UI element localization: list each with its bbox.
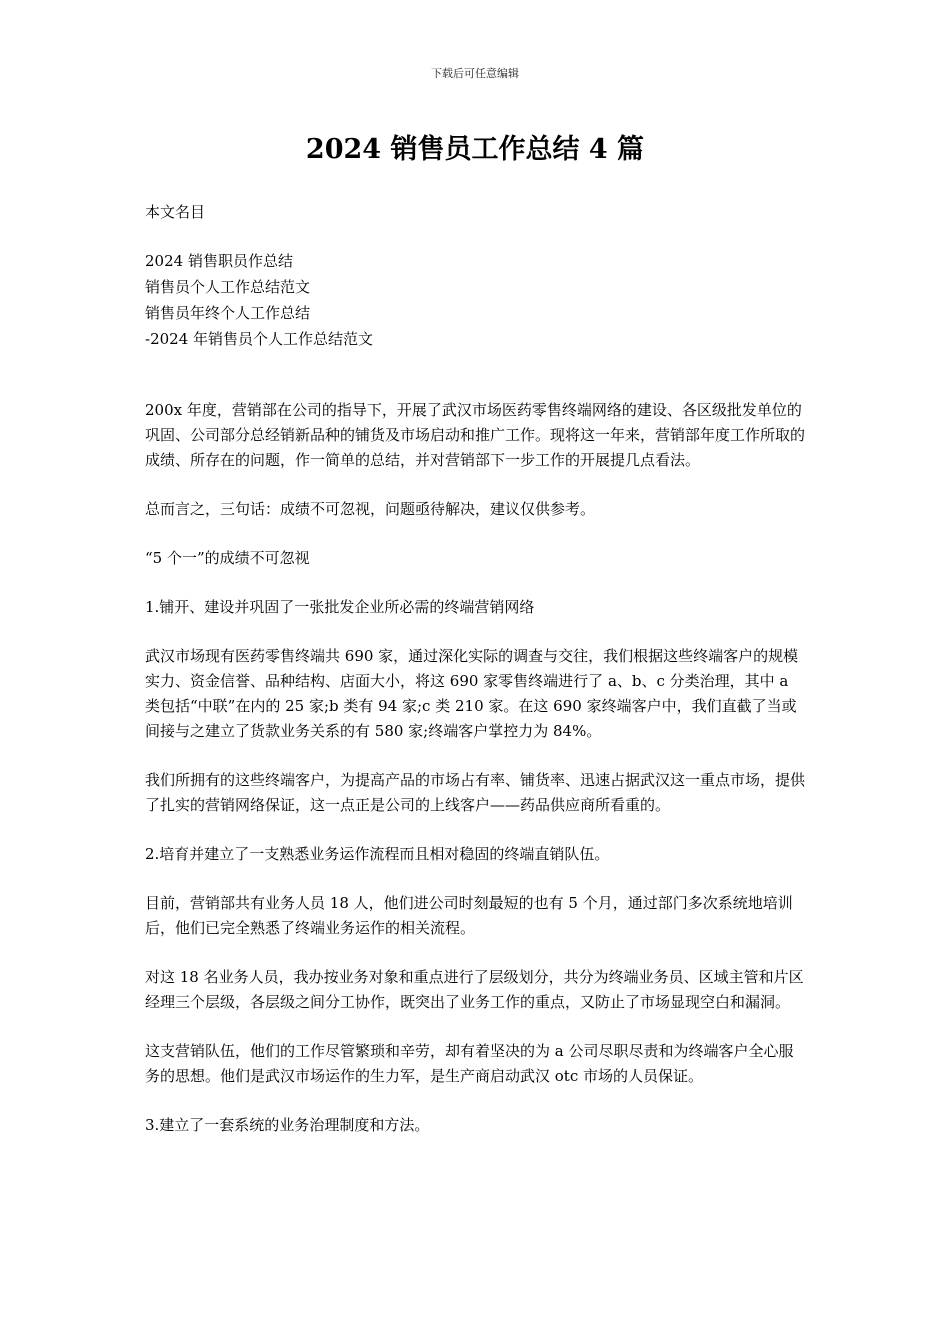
document-title: 2024 销售员工作总结 4 篇 bbox=[305, 134, 645, 165]
table-of-contents bbox=[145, 248, 807, 352]
paragraph: 目前，营销部共有业务人员 18 人，他们进公司时刻最短的也有 5 个月，通过部门多次系统地培训后，他们已完全熟悉了终端业务运作的相关流程。 bbox=[145, 894, 793, 937]
toc-item: -2024 年销售员个人工作总结范文 bbox=[145, 330, 374, 348]
toc-heading-text: 本文名目 bbox=[145, 203, 206, 221]
paragraph: 对这 18 名业务人员，我办按业务对象和重点进行了层级划分，共分为终端业务员、区域主管和片区经理三个层级，各层级之间分工协作，既突出了业务工作的重点，又防止了市场显现空白和漏洞。 bbox=[145, 968, 804, 1011]
toc-item: 销售员个人工作总结范文 bbox=[145, 278, 311, 296]
toc-heading bbox=[145, 200, 807, 225]
toc-item: 销售员年终个人工作总结 bbox=[145, 304, 311, 322]
section-heading: “5 个一”的成绩不可忽视 bbox=[145, 549, 310, 567]
paragraph-summary: 总而言之，三句话：成绩不可忽视，问题亟待解决，建议仅供参考。 bbox=[145, 500, 596, 518]
toc-item: 2024 销售职员作总结 bbox=[145, 252, 293, 270]
subsection-heading: 3.建立了一套系统的业务治理制度和方法。 bbox=[145, 1116, 430, 1134]
paragraph: 这支营销队伍，他们的工作尽管繁琐和辛劳，却有着坚决的为 a 公司尽职尽责和为终端客户全心服务的思想。他们是武汉市场运作的生力军，是生产商启动武汉 otc 市场的人员保证。 bbox=[145, 1042, 794, 1085]
subsection-heading: 2.培育并建立了一支熟悉业务运作流程而且相对稳固的终端直销队伍。 bbox=[145, 845, 610, 863]
paragraph-intro: 200x 年度，营销部在公司的指导下，开展了武汉市场医药零售终端网络的建设、各区级批发单位的巩固、公司部分总经销新品种的铺货及市场启动和推广工作。现将这一年来，营销部年度工作所取的成绩、所存在的问题，作一简单的总结，并对营销部下一步工作的开展提几点看法。 bbox=[145, 401, 806, 469]
paragraph: 武汉市场现有医药零售终端共 690 家，通过深化实际的调查与交往，我们根据这些终端客户的规模实力、资金信誉、品种结构、店面大小，将这 690 家零售终端进行了 a、b、c 分类治理，其中 a 类包括“中联”在内的 25 家;b 类有 94 家;c 类 210 家。在这 690 家终端客户中，我们直截了当或间接与之建立了货款业务关系的有 580 家;终端客户掌控力为 84%。 bbox=[145, 647, 799, 740]
subsection-heading: 1.铺开、建设并巩固了一张批发企业所必需的终端营销网络 bbox=[145, 598, 535, 616]
paragraph: 我们所拥有的这些终端客户，为提高产品的市场占有率、铺货率、迅速占据武汉这一重点市场，提供了扎实的营销网络保证，这一点正是公司的上线客户——药品供应商所看重的。 bbox=[145, 771, 806, 814]
page-header-note: 下载后可任意编辑 bbox=[431, 67, 519, 80]
document-body bbox=[145, 398, 807, 1162]
